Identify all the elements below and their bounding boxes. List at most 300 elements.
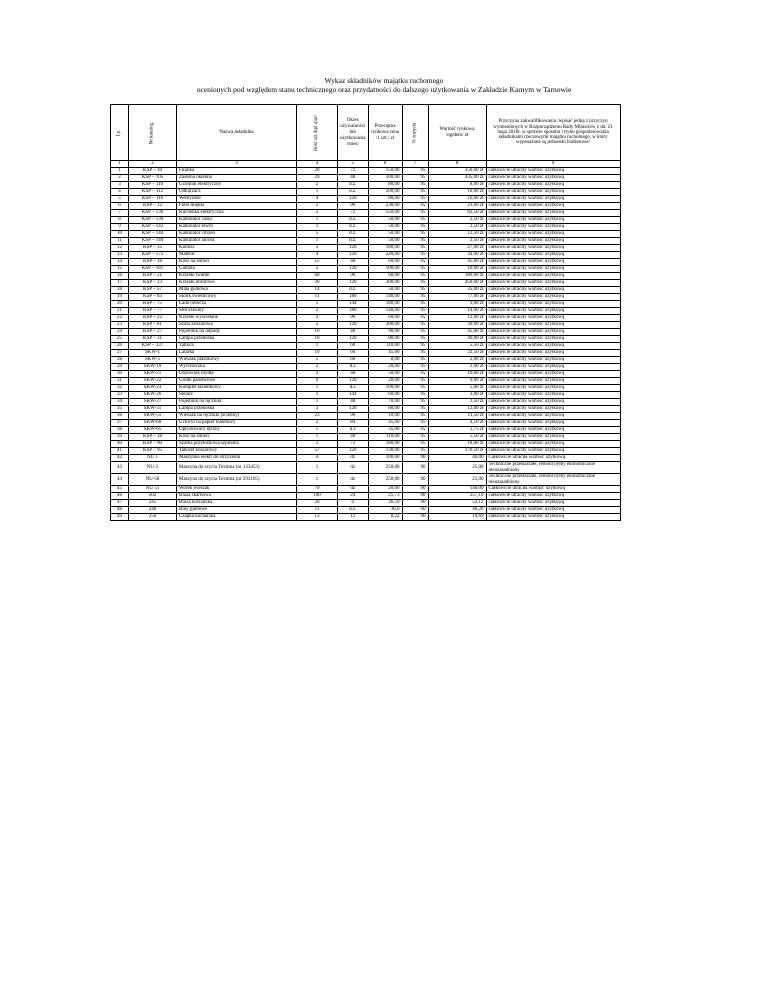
table-row: [111, 231, 621, 238]
cell-period: 72: [337, 168, 368, 175]
cell-period: d.z.: [337, 507, 368, 514]
cell-name: Wieszak plastikowy: [177, 357, 297, 364]
cell-name: Uchwyt na papier toaletowy: [177, 420, 297, 427]
cell-reason: całkowicie utraciły wartość użytkową: [486, 280, 620, 287]
cell-wear: 95: [402, 406, 428, 413]
cell-symbol: SKW-10: [129, 364, 177, 371]
cell-period: 120: [337, 448, 368, 455]
cell-reason: całkowicie utraciły wartość użytkową: [486, 301, 620, 308]
cell-price: 36,6: [368, 507, 402, 514]
cell-wear: 95: [402, 441, 428, 448]
cell-wear: 95: [402, 259, 428, 266]
cell-wear: 95: [402, 217, 428, 224]
table-row: [111, 500, 621, 507]
cell-value: 35,00 zł: [428, 287, 486, 294]
cell-lp: 12: [111, 245, 129, 252]
cell-period: d.z: [337, 364, 368, 371]
cell-value: 10,69: [428, 514, 486, 521]
cell-qty: 1: [297, 224, 338, 231]
table-row: [111, 378, 621, 385]
cell-name: Zasłona okienna: [177, 175, 297, 182]
cell-reason: całkowicie utraciły wartość użytkową: [486, 196, 620, 203]
cell-price: 150,00: [368, 168, 402, 175]
table-row: [111, 455, 621, 462]
cell-value: 14,00 zł: [428, 308, 486, 315]
cell-price: 300,00: [368, 322, 402, 329]
cell-lp: 36: [111, 413, 129, 420]
cell-symbol: KSP – 81: [129, 322, 177, 329]
cell-period: d.z.: [337, 217, 368, 224]
cell-qty: 10: [297, 350, 338, 357]
cell-price: 110,00: [368, 434, 402, 441]
cell-lp: 47: [111, 500, 129, 507]
cell-lp: 41: [111, 448, 129, 455]
cell-qty: 3: [297, 210, 338, 217]
cell-wear: 95: [402, 329, 428, 336]
cell-value: 10,00 zł: [428, 371, 486, 378]
cell-lp: 4: [111, 189, 129, 196]
cell-value: 2,00 zł: [428, 364, 486, 371]
cell-wear: 95: [402, 273, 428, 280]
cell-price: 60,00: [368, 259, 402, 266]
cell-price: 100,00: [368, 266, 402, 273]
cell-lp: 31: [111, 378, 129, 385]
cell-value: 5,00 zł: [428, 385, 486, 392]
table-row: [111, 301, 621, 308]
cell-period: dz: [337, 486, 368, 493]
cell-name: Kalkulator elwro: [177, 224, 297, 231]
cell-price: 200,00: [368, 189, 402, 196]
col-number: 3: [177, 161, 297, 168]
cell-qty: 2: [297, 420, 338, 427]
cell-qty: 11: [297, 507, 338, 514]
cell-value: 5,50 zł: [428, 434, 486, 441]
cell-lp: 1: [111, 168, 129, 175]
cell-value: 12,00 zł: [428, 406, 486, 413]
cell-value: 3,00 zł: [428, 392, 486, 399]
cell-name: Szafka przyłóżkowa szpitalna: [177, 441, 297, 448]
header-name: Nazwa składnika: [177, 105, 297, 161]
cell-lp: 10: [111, 231, 129, 238]
header-period: Okres używalności lub użytkowania /mies/: [337, 105, 368, 161]
cell-name: Maszyna do szycia Textima (nr 293105): [177, 474, 297, 486]
cell-name: Stelarz: [177, 392, 297, 399]
cell-symbol: NU 1: [129, 455, 177, 462]
table-row: [111, 441, 621, 448]
cell-value: 2,50 zł: [428, 238, 486, 245]
col-number: 2: [129, 161, 177, 168]
cell-name: Pojemnik na odpady: [177, 329, 297, 336]
cell-symbol: KSP – 110: [129, 182, 177, 189]
cell-reason: całkowicie utraciły wartość użytkową: [486, 315, 620, 322]
cell-period: dz: [337, 474, 368, 486]
cell-price: 60,00: [368, 315, 402, 322]
cell-lp: 48: [111, 507, 129, 514]
cell-value: 2,50 zł: [428, 217, 486, 224]
header-lp: Lp.: [111, 105, 129, 161]
cell-value: 16,00 zł: [428, 196, 486, 203]
cell-period: 48: [337, 259, 368, 266]
cell-reason: całkowicie utraciły wartość użytkową: [486, 507, 620, 514]
cell-wear: 95: [402, 357, 428, 364]
cell-name: Lampa przenośna: [177, 336, 297, 343]
header-symbol: Nr katalog.: [129, 105, 177, 161]
cell-name: Buty gumowe: [177, 507, 297, 514]
cell-qty: 3: [297, 406, 338, 413]
column-numbers-row: [111, 161, 621, 168]
cell-symbol: KSP – 18: [129, 434, 177, 441]
cell-reason: całkowicie utraciły wartość użytkową: [486, 343, 620, 350]
cell-symbol: KSP – 112: [129, 189, 177, 196]
cell-reason: całkowicie utraciły wartość użytkową: [486, 493, 620, 500]
cell-wear: 95: [402, 427, 428, 434]
table-row: [111, 217, 621, 224]
cell-qty: 1: [297, 343, 338, 350]
cell-value: 18,00 zł: [428, 441, 486, 448]
cell-value: 77,00 zł: [428, 294, 486, 301]
cell-price: 70,00: [368, 399, 402, 406]
cell-reason: całkowicie utraciły wartość użytkową: [486, 434, 620, 441]
cell-reason: całkowicie utraciły wartość użytkową: [486, 238, 620, 245]
cell-value: 2,00 zł: [428, 357, 486, 364]
cell-price: 550,00: [368, 210, 402, 217]
cell-period: 48: [337, 175, 368, 182]
header-reason: Przyczyna zakwalifikowania /wpisać jedną z przyczyn wymienionych w Rozporządzeniu Rady Ministrów z dn. 21 maja 2010r. w sprawie sposobu i trybu gospodarowania składnikami rzeczowymi majątku ruchomego, w który wyposażone są jednostki budżetowe/: [486, 105, 620, 161]
cell-price: 50,00: [368, 238, 402, 245]
cell-wear: 95: [402, 315, 428, 322]
cell-symbol: KSP – 144: [129, 231, 177, 238]
cell-value: 40,26: [428, 507, 486, 514]
cell-value: 257,10: [428, 493, 486, 500]
cell-name: Bluza kucharska: [177, 500, 297, 507]
cell-value: 30,00 zł: [428, 322, 486, 329]
cell-qty: 3: [297, 245, 338, 252]
cell-symbol: SKW-31: [129, 406, 177, 413]
cell-value: 3,50 zł: [428, 399, 486, 406]
cell-value: 4,50 zł: [428, 420, 486, 427]
cell-symbol: KSP – 337: [129, 343, 177, 350]
table-row: [111, 514, 621, 521]
table-row: [111, 175, 621, 182]
table-row: [111, 364, 621, 371]
table-row: [111, 238, 621, 245]
cell-name: Maszynka elektr do strzyżenia: [177, 455, 297, 462]
cell-lp: 32: [111, 385, 129, 392]
cell-name: Kalkulator citizen: [177, 231, 297, 238]
cell-wear: 95: [402, 336, 428, 343]
cell-lp: 25: [111, 336, 129, 343]
cell-lp: 5: [111, 196, 129, 203]
cell-qty: 4: [297, 371, 338, 378]
cell-period: 120: [337, 336, 368, 343]
cell-name: Materac: [177, 252, 297, 259]
cell-value: 11,50 zł: [428, 413, 486, 420]
cell-qty: 5: [297, 231, 338, 238]
cell-value: 27,00 zł: [428, 245, 486, 252]
table-row: [111, 385, 621, 392]
cell-wear: 95: [402, 378, 428, 385]
cell-qty: 1: [297, 427, 338, 434]
cell-period: 60: [337, 350, 368, 357]
cell-symbol: KSP – 95: [129, 448, 177, 455]
cell-qty: 2: [297, 322, 338, 329]
cell-value: 9,00 zł: [428, 301, 486, 308]
cell-name: Kalkulator aurora: [177, 238, 297, 245]
cell-price: 50,00: [368, 217, 402, 224]
cell-period: 60: [337, 343, 368, 350]
table-row: [111, 427, 621, 434]
cell-price: 60,00: [368, 392, 402, 399]
cell-reason: całkowicie utraciły wartość użytkową: [486, 210, 620, 217]
cell-symbol: KSP – 15: [129, 245, 177, 252]
cell-name: Opryskiwacz ręczny: [177, 427, 297, 434]
cell-value: 40,00: [428, 455, 486, 462]
cell-lp: 16: [111, 273, 129, 280]
cell-reason: całkowicie utraciły wartość użytkową: [486, 500, 620, 507]
cell-reason: całkowicie utraciły wartość użytkową: [486, 168, 620, 175]
cell-reason: Techniczne przestarzałe, remont byłby ekonomicznie nieuzasadniony: [486, 474, 620, 486]
cell-name: Latarka: [177, 350, 297, 357]
cell-name: Stolik świetlicowy: [177, 294, 297, 301]
cell-reason: całkowicie utraciły wartość użytkową: [486, 329, 620, 336]
table-row: [111, 493, 621, 500]
cell-value: 2,50 zł: [428, 224, 486, 231]
cell-qty: 70: [297, 486, 338, 493]
header-price: Przeciętna rynkowa cena /1 szt./ zł: [368, 105, 402, 161]
cell-reason: całkowicie utraciły wartość użytkową: [486, 357, 620, 364]
table-row: [111, 259, 621, 266]
cell-lp: 11: [111, 238, 129, 245]
table-row: [111, 343, 621, 350]
cell-qty: 13: [297, 514, 338, 521]
cell-reason: całkowicie utraciły wartość użytkową: [486, 273, 620, 280]
cell-reason: Całkowicie utraciła wartość użytkową: [486, 486, 620, 493]
table-row: [111, 252, 621, 259]
cell-price: 60,00: [368, 273, 402, 280]
cell-wear: 95: [402, 301, 428, 308]
cell-period: 96: [337, 315, 368, 322]
table-row: [111, 336, 621, 343]
cell-symbol: KSP – 75: [129, 301, 177, 308]
cell-value: 9,00 zł: [428, 378, 486, 385]
cell-symbol: KSP – 10: [129, 168, 177, 175]
cell-lp: 27: [111, 350, 129, 357]
cell-period: 120: [337, 252, 368, 259]
cell-price: 90,00: [368, 329, 402, 336]
cell-reason: całkowicie utraciły wartość użytkową: [486, 420, 620, 427]
cell-reason: całkowicie utraciły wartość użytkową: [486, 287, 620, 294]
cell-qty: 100: [297, 493, 338, 500]
cell-lp: 35: [111, 406, 129, 413]
cell-wear: 95: [402, 385, 428, 392]
cell-period: 96: [337, 273, 368, 280]
cell-qty: 1: [297, 462, 338, 474]
cell-reason: całkowicie utraciły wartość użytkową: [486, 252, 620, 259]
table-row: [111, 189, 621, 196]
cell-lp: 17: [111, 280, 129, 287]
cell-reason: całkowicie utraciły wartość użytkową: [486, 427, 620, 434]
cell-price: 180,00: [368, 301, 402, 308]
cell-symbol: SKW-22: [129, 378, 177, 385]
table-row: [111, 329, 621, 336]
cell-wear: 95: [402, 196, 428, 203]
cell-wear: 95: [402, 364, 428, 371]
cell-qty: 10: [297, 336, 338, 343]
cell-name: Pojemnik na ręczniki: [177, 399, 297, 406]
cell-lp: 20: [111, 301, 129, 308]
cell-lp: 49: [111, 514, 129, 521]
cell-period: 60: [337, 357, 368, 364]
cell-qty: 1: [297, 217, 338, 224]
cell-qty: 2: [297, 182, 338, 189]
cell-reason: całkowicie utraciły wartość użytkową: [486, 182, 620, 189]
table-row: [111, 315, 621, 322]
table-row: [111, 486, 621, 493]
cell-lp: 14: [111, 259, 129, 266]
cell-wear: 95: [402, 168, 428, 175]
table-row: [111, 371, 621, 378]
cell-reason: całkowicie utraciły wartość użytkową: [486, 514, 620, 521]
table-row: [111, 399, 621, 406]
cell-symbol: KSP – 18: [129, 259, 177, 266]
table-row: [111, 168, 621, 175]
cell-symbol: SKW-27: [129, 399, 177, 406]
cell-price: 180,00: [368, 441, 402, 448]
cell-value: 140,00: [428, 486, 486, 493]
cell-symbol: 202: [129, 493, 177, 500]
cell-value: 25,00: [428, 474, 486, 486]
cell-period: 6: [337, 500, 368, 507]
cell-name: Lada robocza: [177, 301, 297, 308]
cell-symbol: KSP – 63: [129, 294, 177, 301]
cell-name: Blaza skarbowa: [177, 493, 297, 500]
cell-symbol: SKW-21: [129, 371, 177, 378]
cell-period: 48: [337, 371, 368, 378]
cell-wear: 95: [402, 252, 428, 259]
header-value: Wartość rynkowa /ogółem/ zł: [428, 105, 486, 161]
cell-price: 300,00: [368, 280, 402, 287]
cell-name: Krzesło obrotowe: [177, 280, 297, 287]
cell-symbol: KSP – 77: [129, 308, 177, 315]
cell-symbol: KSP – 175: [129, 252, 177, 259]
cell-wear: 95: [402, 238, 428, 245]
cell-period: 84: [337, 420, 368, 427]
cell-lp: 34: [111, 399, 129, 406]
cell-lp: 9: [111, 224, 129, 231]
cell-name: Tablica: [177, 343, 297, 350]
cell-wear: 95: [402, 322, 428, 329]
cell-period: 24: [337, 493, 368, 500]
cell-symbol: SKW-60: [129, 420, 177, 427]
cell-qty: 2: [297, 266, 338, 273]
cell-symbol: KSP – 90: [129, 441, 177, 448]
cell-price: 250,00: [368, 462, 402, 474]
cell-value: 8,00 zł: [428, 182, 486, 189]
cell-wear: 95: [402, 448, 428, 455]
cell-qty: 1: [297, 189, 338, 196]
cell-lp: 18: [111, 287, 129, 294]
cell-price: 220,00: [368, 252, 402, 259]
cell-reason: całkowicie utraciły wartość użytkową: [486, 392, 620, 399]
cell-qty: 15: [297, 259, 338, 266]
cell-lp: 33: [111, 392, 129, 399]
cell-period: 96: [337, 413, 368, 420]
cell-symbol: KSP – 116: [129, 196, 177, 203]
cell-symbol: SKW-26: [129, 392, 177, 399]
cell-wear: 95: [402, 175, 428, 182]
cell-qty: 29: [297, 175, 338, 182]
cell-name: Stół szkolny: [177, 308, 297, 315]
table-row: [111, 182, 621, 189]
cell-price: 50,00: [368, 224, 402, 231]
cell-value: 23,00 zł: [428, 203, 486, 210]
cell-price: 180,00: [368, 245, 402, 252]
cell-lp: 46: [111, 493, 129, 500]
cell-price: 230,00: [368, 203, 402, 210]
cell-value: 44,00 zł: [428, 252, 486, 259]
cell-value: 12,00 zł: [428, 315, 486, 322]
cell-price: 8,00: [368, 357, 402, 364]
table-row: [111, 203, 621, 210]
cell-lp: 42: [111, 455, 129, 462]
cell-period: d.z.: [337, 287, 368, 294]
cell-wear: 90: [402, 455, 428, 462]
cell-qty: 1: [297, 392, 338, 399]
cell-lp: 24: [111, 329, 129, 336]
cell-reason: całkowicie utraciły wartość użytkową: [486, 350, 620, 357]
cell-period: d.z.: [337, 182, 368, 189]
cell-reason: całkowicie utraciły wartość użytkową: [486, 364, 620, 371]
cell-symbol: KSP – 146: [129, 238, 177, 245]
cell-price: 80,00: [368, 196, 402, 203]
cell-qty: 4: [297, 196, 338, 203]
cell-name: Wentylator: [177, 196, 297, 203]
cell-period: 120: [337, 245, 368, 252]
cell-qty: 9: [297, 378, 338, 385]
cell-period: 48: [337, 399, 368, 406]
table-row: [111, 507, 621, 514]
cell-wear: 95: [402, 420, 428, 427]
cell-lp: 40: [111, 441, 129, 448]
cell-lp: 39: [111, 434, 129, 441]
cell-name: Kosz na śmieci: [177, 434, 297, 441]
cell-wear: 95: [402, 308, 428, 315]
cell-period: 48: [337, 329, 368, 336]
cell-lp: 37: [111, 420, 129, 427]
cell-name: Godło państwowe: [177, 378, 297, 385]
cell-name: Kosz na śmieci: [177, 259, 297, 266]
cell-reason: całkowicie utraciły wartość użytkową: [486, 245, 620, 252]
cell-wear: 95: [402, 203, 428, 210]
cell-price: 45,00: [368, 350, 402, 357]
cell-wear: 95: [402, 224, 428, 231]
cell-wear: 95: [402, 182, 428, 189]
cell-qty: 1: [297, 301, 338, 308]
cell-price: 110,00: [368, 343, 402, 350]
cell-symbol: KSP – 57: [129, 287, 177, 294]
cell-value: 10,00 zł: [428, 266, 486, 273]
cell-wear: 95: [402, 294, 428, 301]
document-title: Wykaz składników majątku ruchomego: [324, 76, 444, 85]
cell-lp: 30: [111, 371, 129, 378]
cell-lp: 23: [111, 322, 129, 329]
cell-qty: 2: [297, 441, 338, 448]
cell-name: Wycieraczka: [177, 364, 297, 371]
cell-period: 120: [337, 406, 368, 413]
cell-qty: 23: [297, 413, 338, 420]
cell-reason: całkowicie utraciły wartość użytkową: [486, 399, 620, 406]
cell-value: 25,00: [428, 462, 486, 474]
